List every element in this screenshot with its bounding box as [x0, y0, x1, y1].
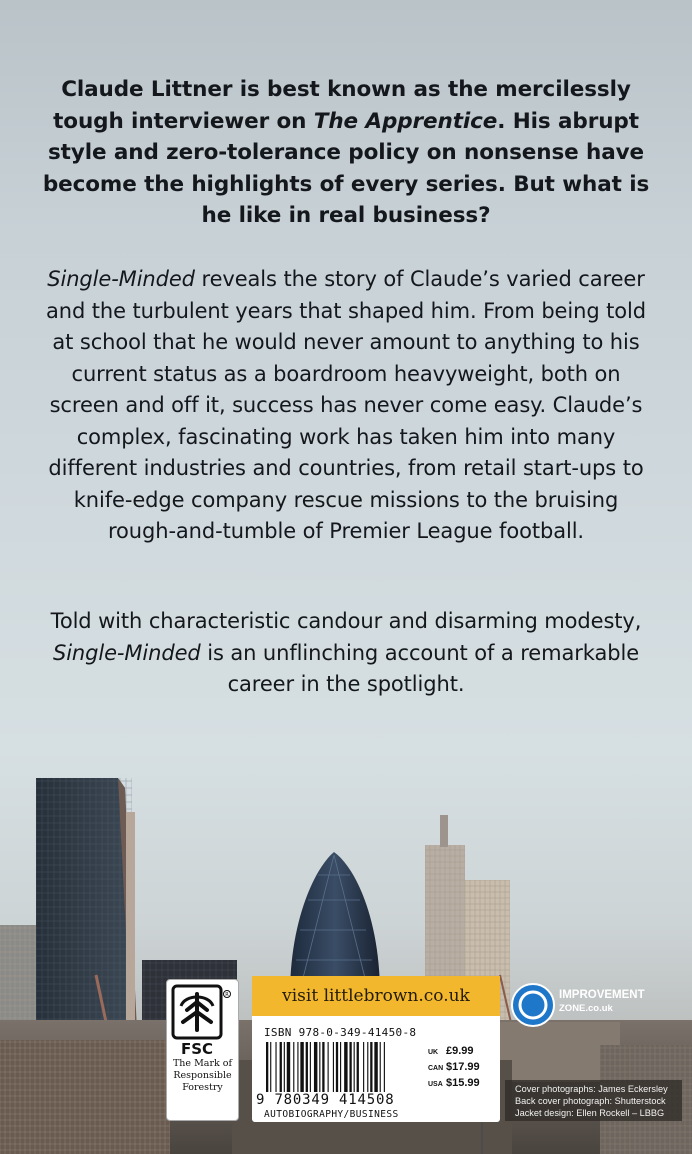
improvement-zone-logo-icon [510, 982, 556, 1028]
barcode-bar [270, 1042, 271, 1092]
credit-line: Cover photographs: James Eckersley [515, 1084, 668, 1094]
fsc-mark-text: The Mark of Responsible Forestry [172, 1058, 233, 1093]
blurb-text: Claude Littner is best known as the mercilessly tough interviewer on [53, 77, 631, 134]
barcode-bar [275, 1042, 276, 1092]
barcode-bar [354, 1042, 355, 1092]
barcode-bar [287, 1042, 290, 1092]
barcode-bar [370, 1042, 372, 1092]
barcode-bar [336, 1042, 338, 1092]
improvement-zone-text [559, 989, 645, 1015]
barcode-bar [349, 1042, 351, 1092]
price-list [428, 1044, 496, 1092]
price-amount: $15.99 [446, 1077, 480, 1089]
barcode-bar [340, 1042, 341, 1092]
barcode-bar [280, 1042, 282, 1092]
fsc-badge [166, 979, 239, 1121]
barcode-bar [293, 1042, 294, 1092]
improvement-zone-name: IMPROVEMENT [559, 989, 645, 1001]
barcode-bar [333, 1042, 334, 1092]
barcode [264, 1042, 430, 1094]
barcode-bar [322, 1042, 324, 1092]
barcode-bar [284, 1042, 285, 1092]
barcode-bar [363, 1042, 364, 1092]
svg-text:R: R [225, 992, 229, 998]
price-row [428, 1060, 496, 1076]
blurb-paragraph-2 [40, 264, 652, 548]
blurb-text: Told with characteristic candour and disarming modesty, [50, 609, 642, 633]
fsc-tree-logo [167, 980, 238, 1058]
price-row [428, 1044, 496, 1060]
price-currency: USA [428, 1081, 443, 1088]
cover-credits [505, 1080, 682, 1121]
barcode-bar [357, 1042, 359, 1092]
isbn-text: ISBN 978-0-349-41450-8 [264, 1026, 417, 1039]
barcode-bar [297, 1042, 298, 1092]
barcode-bar [367, 1042, 368, 1092]
barcode-bar [266, 1042, 268, 1092]
blurb-text: . His abrupt style and zero-tolerance policy on nonsense have become the highlights of every series. But what is he like in real business? [42, 108, 650, 228]
price-amount: $17.99 [446, 1061, 480, 1073]
book-title: Single-Minded [52, 640, 201, 665]
barcode-bar [384, 1042, 385, 1092]
blurb-paragraph-3 [40, 606, 652, 701]
price-currency: CAN [428, 1065, 444, 1072]
publisher-url-banner: visit littlebrown.co.uk [252, 976, 500, 1016]
credit-line: Back cover photograph: Shutterstock [515, 1096, 666, 1106]
barcode-digits: 9 780349 414508 [256, 1092, 395, 1108]
barcode-bar [328, 1042, 329, 1092]
book-title: Single-Minded [47, 267, 195, 291]
book-category: AUTOBIOGRAPHY/BUSINESS [264, 1109, 399, 1120]
barcode-bar [300, 1042, 303, 1092]
fsc-logo-text: FSC [180, 1040, 214, 1058]
barcode-label [252, 976, 500, 1122]
barcode-bar [314, 1042, 317, 1092]
barcode-bar [380, 1042, 381, 1092]
barcode-bar [319, 1042, 320, 1092]
price-currency: UK [428, 1049, 439, 1056]
barcode-bar [306, 1042, 308, 1092]
price-amount: £9.99 [446, 1045, 474, 1057]
blurb-text: reveals the story of Claude’s varied career and the turbulent years that shaped him. From being told at school that he would never amount to anything to his current status as a boardroom heavyweight, both on screen and off it, success has never come easy. Claude’s complex, fascinating work has taken him into many different industries and countries, from retail start-ups to knife-edge company rescue missions to the bruising rough-and-tumble of Premier League football. [46, 267, 646, 543]
price-row [428, 1076, 496, 1092]
show-title: The Apprentice [313, 108, 498, 134]
blurb-text: is an unflinching account of a remarkable career in the spotlight. [200, 640, 640, 696]
barcode-bar [344, 1042, 347, 1092]
improvement-zone-domain: ZONE.co.uk [559, 1003, 613, 1014]
blurb-paragraph-1 [40, 74, 652, 232]
barcode-bar [374, 1042, 377, 1092]
barcode-bar [310, 1042, 311, 1092]
credit-line: Jacket design: Ellen Rockell – LBBG [515, 1108, 665, 1118]
